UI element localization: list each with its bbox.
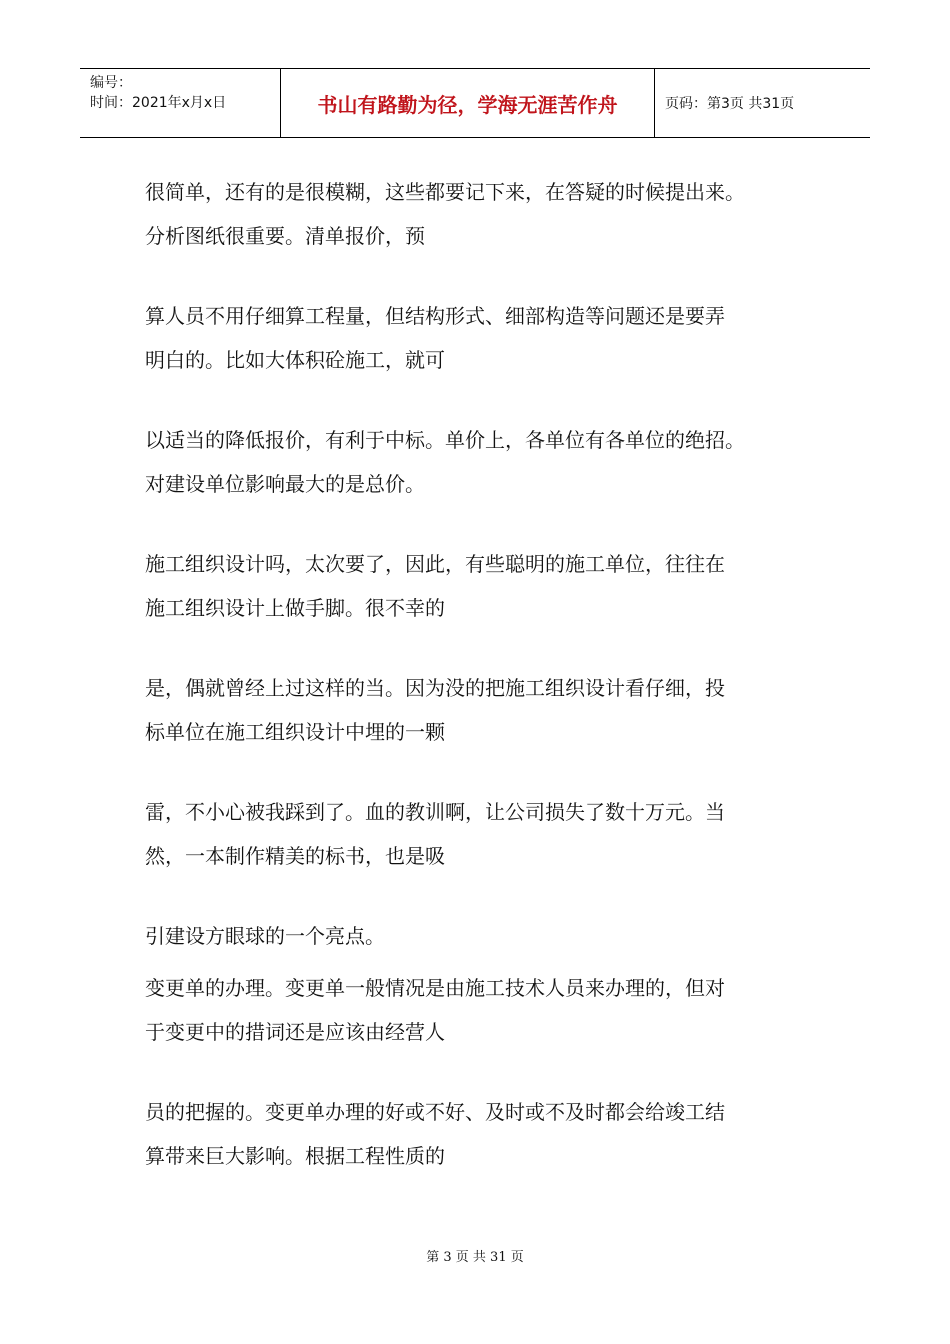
- document-body: [145, 170, 815, 1178]
- text-line: 变更单的办理。变更单一般情况是由施工技术人员来办理的，但对: [145, 976, 725, 1000]
- text-line: 算人员不用仔细算工程量，但结构形式、细部构造等问题还是要弄: [145, 304, 725, 328]
- text-line: 算带来巨大影响。根据工程性质的: [145, 1144, 445, 1168]
- text-line: 是，偶就曾经上过这样的当。因为没的把施工组织设计看仔细，投: [145, 676, 725, 700]
- text-line: 标单位在施工组织设计中埋的一颗: [145, 720, 445, 744]
- text-line: 雷，不小心被我踩到了。血的教训啊，让公司损失了数十万元。当: [145, 800, 725, 824]
- text-line: 很简单，还有的是很模糊，这些都要记下来，在答疑的时候提出来。: [145, 180, 745, 204]
- page-header: [80, 68, 870, 138]
- text-line: 施工组织设计上做手脚。很不幸的: [145, 596, 445, 620]
- text-line: 员的把握的。变更单办理的好或不好、及时或不及时都会给竣工结: [145, 1100, 725, 1124]
- header-meta: [80, 69, 281, 137]
- text-line: 引建设方眼球的一个亮点。: [145, 924, 385, 948]
- text-line: 然，一本制作精美的标书，也是吸: [145, 844, 445, 868]
- header-motto: 书山有路勤为径，学海无涯苦作舟: [281, 69, 655, 137]
- number-label: 编号：: [90, 75, 132, 91]
- text-line: 对建设单位影响最大的是总价。: [145, 472, 425, 496]
- text-line: 以适当的降低报价，有利于中标。单价上，各单位有各单位的绝招。: [145, 428, 745, 452]
- header-page-info: 页码：第3页 共31页: [665, 96, 795, 112]
- text-line: 明白的。比如大体积砼施工，就可: [145, 348, 445, 372]
- text-line: 施工组织设计吗，太次要了，因此，有些聪明的施工单位，往往在: [145, 552, 725, 576]
- text-line: 于变更中的措词还是应该由经营人: [145, 1020, 445, 1044]
- page-footer: 第 3 页 共 31 页: [426, 1250, 524, 1265]
- time-label: 时间：2021年x月x日: [90, 95, 227, 111]
- text-line: 分析图纸很重要。清单报价，预: [145, 224, 425, 248]
